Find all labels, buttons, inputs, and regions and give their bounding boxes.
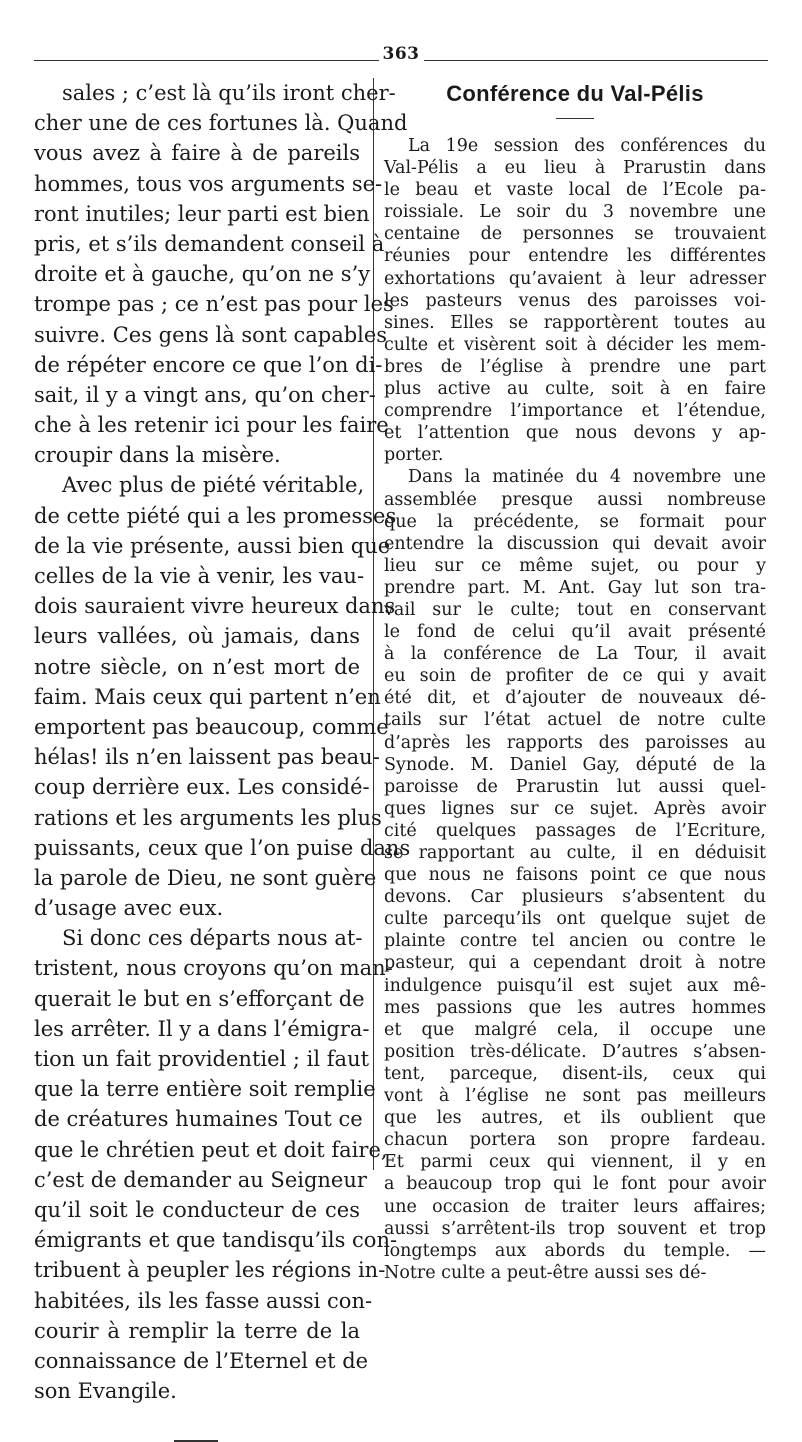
text-line: Val-Pélis a eu lieu à Prarustin dans [384,158,766,179]
text-line: cher une de ces fortunes là. Quand [34,111,408,136]
paragraph [34,923,398,1406]
text-line: que la terre entière soit remplie [34,1077,376,1102]
text-line: et l’attention que nous devons y ap- [384,423,766,444]
page-number-text: 363 [379,44,424,64]
text-line: que la précédente, se formait pour [384,511,766,532]
text-line: tribuent à peupler les régions in- [34,1258,386,1283]
text-line: celles de la vie à venir, les vau- [34,564,365,588]
text-line: plus active au culte, soit à en faire [384,379,766,400]
right-column [384,78,766,1284]
text-line: assemblée presque aussi nombreuse [384,489,766,510]
text-line: paroisse de Prarustin lut aussi quel- [384,776,766,797]
text-line: Avec plus de piété véritable, [62,473,365,498]
text-line: émigrants et que tandisqu’ils con- [34,1228,398,1253]
text-line: la parole de Dieu, ne sont guère [34,865,377,890]
right-column-body [384,135,766,1284]
text-line: leurs vallées, où jamais, dans [34,624,360,649]
text-line: de la vie présente, aussi bien que [34,533,391,558]
text-line: à la conférence de La Tour, il avait [384,644,766,665]
text-line: de répéter encore ce que l’on di- [34,352,383,377]
text-line: querait le but en s’efforçant de [34,986,365,1011]
text-line: que les autres, et ils oublient que [384,1108,766,1129]
text-line: Et parmi ceux qui viennent, il y en [384,1152,766,1173]
text-line: se rapportant au culte, il en déduisit [384,843,766,863]
text-line: aussi s’arrêtent-ils trop souvent et trop [384,1218,766,1239]
text-line: vont à l’église ne sont pas meilleurs [384,1086,766,1107]
text-line: et que malgré cela, il occupe une [384,1019,766,1040]
text-line: faim. Mais ceux qui partent n’en [34,684,381,709]
text-line: pasteur, qui a cependant droit à notre [384,953,766,974]
text-line: bres de l’église à prendre une part [384,356,766,377]
text-line: qu’il soit le conducteur de ces [34,1197,360,1222]
text-line: sines. Elles se rapportèrent toutes au [384,312,766,333]
text-line: courir à remplir la terre de la [34,1318,360,1343]
text-line: ront inutiles; leur parti est bien [34,201,370,226]
text-line: La 19e session des conférences du [408,136,766,156]
text-line: prendre part. M. Ant. Gay lut son tra- [384,577,766,598]
text-line: notre siècle, on n’est mort de [34,654,360,679]
text-line: comprendre l’importance et l’étendue, [384,401,766,422]
text-line: tails sur l’état actuel de notre culte [384,710,766,731]
text-line: que le chrétien peut et doit faire, [34,1137,388,1162]
text-line: puissants, ceux que l’on puise dans [34,835,411,860]
text-line: connaissance de l’Eternel et de [34,1348,369,1373]
text-line: mes passions que les autres hommes [384,997,766,1018]
text-line: coup derrière eux. Les considé- [34,775,370,800]
paragraph [34,78,408,470]
text-line: les pasteurs venus des paroisses voi- [384,290,766,311]
text-line: que nous ne faisons point ce que nous [384,865,766,886]
text-line: pris, et s’ils demandent conseil à [34,231,385,256]
text-line: roissiale. Le soir du 3 novembre une [384,202,766,223]
text-line: croupir dans la misère. [34,443,281,468]
text-line: indulgence puisqu’il est sujet aux mê- [384,975,766,996]
text-line: eu soin de profiter de ce qui y avait [384,666,766,687]
text-line: vail sur le culte; tout en conservant [384,599,766,620]
text-line: ques lignes sur ce sujet. Après avoir [384,798,766,819]
text-line: hommes, tous vos arguments se- [34,171,383,196]
text-line: de cette piété qui a les promesses [34,503,397,528]
text-line: Dans la matinée du 4 novembre une [408,467,766,488]
paragraph [384,466,766,1283]
text-line: rations et les arguments les plus [34,805,382,830]
text-line: emportent pas beaucoup, comme [34,714,389,739]
text-line: dois sauraient vivre heureux dans [34,594,396,619]
text-line: porter. [384,445,444,466]
section-title: Conférence du Val-Pélis [446,81,704,106]
text-line: tion un fait providentiel ; il faut [34,1047,370,1071]
text-line: Synode. M. Daniel Gay, député de la [384,754,766,775]
text-line: tent, parceque, disent-ils, ceux qui [384,1063,766,1084]
text-line: position très-délicate. D’autres s’absen- [384,1041,766,1062]
text-line: sait, il y a vingt ans, qu’on cher- [34,382,376,407]
text-line: suivre. Ces gens là sont capables [34,322,388,347]
text-line: longtemps aux abords du temple. — [384,1240,766,1261]
text-line: c’est de demander au Seigneur [34,1167,367,1192]
text-line: une occasion de traiter leurs affaires; [384,1196,766,1217]
text-line: plainte contre tel ancien ou contre le [384,931,766,952]
text-line: culte parcequ’ils ont quelque sujet de [384,909,766,930]
title-rule [556,118,594,119]
text-line: lieu sur ce même sujet, ou pour y [384,555,766,576]
paragraph [384,135,766,466]
text-line: d’après les rapports des paroisses au [384,732,766,753]
text-line: trompe pas ; ce n’est pas pour les [34,292,394,317]
text-line: che à les retenir ici pour les faire [34,413,389,438]
text-line: d’usage avec eux. [34,896,224,921]
text-line: de créatures humaines Tout ce [34,1107,363,1132]
text-line: son Evangile. [34,1379,177,1404]
text-line: hélas! ils n’en laissent pas beau- [34,745,380,770]
text-line: cité quelques passages de l’Ecriture, [384,820,766,841]
text-line: été dit, et d’ajouter de nouveaux dé- [384,688,766,709]
text-line: réunies pour entendre les différentes [384,246,766,267]
text-line: droite et à gauche, qu’on ne s’y [34,262,371,287]
text-line: devons. Car plusieurs s’absentent du [384,887,766,908]
text-line: vous avez à faire à de pareils [34,141,360,166]
page-number [0,44,802,64]
left-column [34,78,411,1442]
paragraph [34,470,411,923]
text-line: exhortations qu’avaient à leur adresser [384,268,766,289]
text-line: le beau et vaste local de l’Ecole pa- [384,180,766,201]
text-line: le fond de celui qu’il avait présenté [384,622,766,643]
text-line: habitées, ils les fasse aussi con- [34,1288,373,1313]
text-line: Notre culte a peut-être aussi ses dé- [384,1262,707,1283]
text-line: a beaucoup trop qui le font pour avoir [384,1174,766,1195]
text-line: tristent, nous croyons qu’on man- [34,956,393,981]
text-line: sales ; c’est là qu’ils iront cher- [62,81,396,105]
text-line: entendre la discussion qui devait avoir [384,533,766,554]
text-line: Si donc ces départs nous at- [62,926,363,951]
text-line: les arrêter. Il y a dans l’émigra- [34,1016,370,1041]
text-line: chacun portera son propre fardeau. [384,1130,766,1151]
text-line: culte et visèrent soit à décider les mem- [384,334,766,355]
text-line: centaine de personnes se trouvaient [384,224,766,245]
